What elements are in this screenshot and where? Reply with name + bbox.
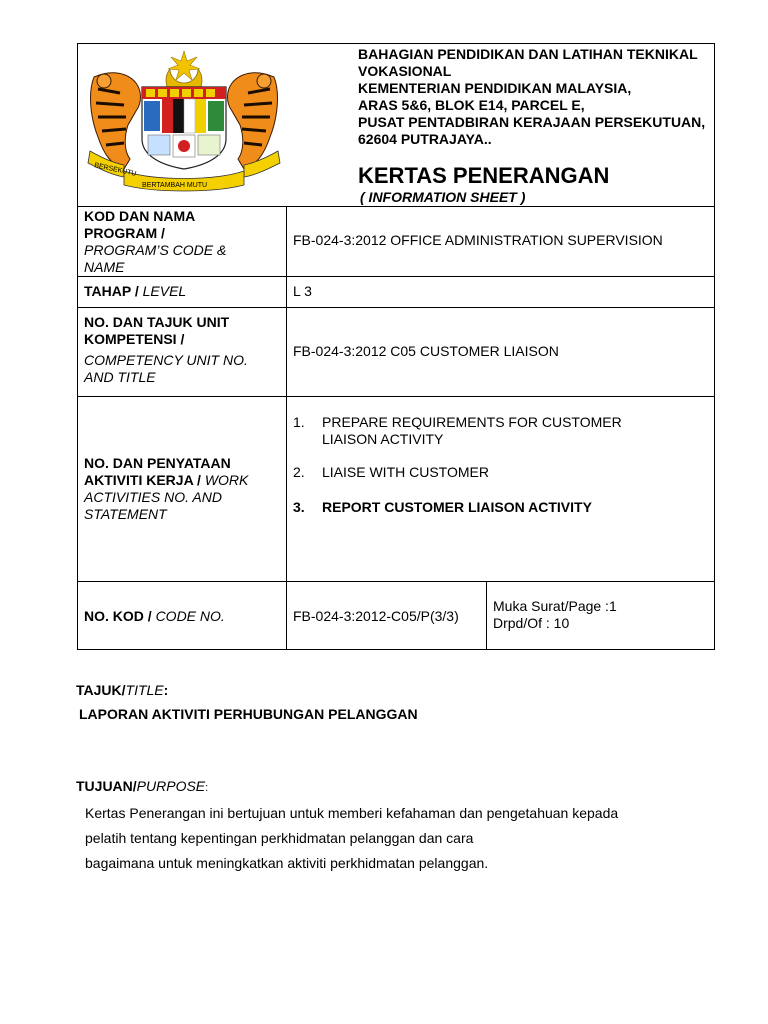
list-item bbox=[293, 464, 622, 481]
shield-icon bbox=[142, 87, 226, 169]
list-item-text: LIAISE WITH CUSTOMER bbox=[322, 464, 489, 480]
row-divider bbox=[77, 307, 715, 308]
document-title: KERTAS PENERANGAN bbox=[358, 163, 610, 188]
address-line: BAHAGIAN PENDIDIKAN DAN LATIHAN TEKNIKAL bbox=[358, 46, 698, 62]
unit-label-bold: KOMPETENSI / bbox=[84, 331, 185, 347]
program-label-italic: PROGRAM’S CODE & bbox=[84, 242, 227, 258]
list-item-number: 2. bbox=[293, 464, 305, 480]
list-item-text: REPORT CUSTOMER LIAISON ACTIVITY bbox=[322, 499, 592, 515]
level-label-italic: LEVEL bbox=[142, 283, 187, 299]
list-item bbox=[293, 499, 622, 516]
list-item bbox=[293, 414, 622, 448]
activities-list bbox=[293, 414, 622, 516]
address-line: PUSAT PENTADBIRAN KERAJAAN PERSEKUTUAN, bbox=[358, 114, 706, 130]
level-value: L 3 bbox=[293, 283, 312, 299]
title-label-bold: TAJUK/ bbox=[76, 682, 126, 698]
level-label-bold: TAHAP / bbox=[84, 283, 139, 299]
code-label-italic: CODE NO. bbox=[155, 608, 225, 624]
column-divider bbox=[286, 206, 287, 650]
row-divider bbox=[77, 206, 715, 207]
column-divider bbox=[486, 581, 487, 650]
unit-value: FB-024-3:2012 C05 CUSTOMER LIAISON bbox=[293, 343, 559, 359]
unit-label bbox=[84, 314, 248, 386]
title-heading bbox=[76, 682, 168, 699]
list-item-text: LIAISON ACTIVITY bbox=[322, 431, 444, 447]
document-subtitle: ( INFORMATION SHEET ) bbox=[360, 189, 526, 205]
address-line: KEMENTERIAN PENDIDIKAN MALAYSIA, bbox=[358, 80, 632, 96]
address-line: ARAS 5&6, BLOK E14, PARCEL E, bbox=[358, 97, 585, 113]
address-line: 62604 PUTRAJAYA.. bbox=[358, 131, 492, 147]
row-divider bbox=[77, 396, 715, 397]
code-value: FB-024-3:2012-C05/P(3/3) bbox=[293, 608, 459, 624]
page-number: Muka Surat/Page :1 bbox=[493, 598, 617, 614]
row-divider bbox=[77, 581, 715, 582]
purpose-line: pelatih tentang kepentingan perkhidmatan pelanggan dan cara bbox=[85, 830, 474, 846]
activities-label-bold: AKTIVITI KERJA / bbox=[84, 472, 201, 488]
logo-text-left: BERSEKUTU bbox=[93, 162, 137, 178]
page-total: Drpd/Of : 10 bbox=[493, 615, 570, 631]
purpose-paragraph bbox=[85, 801, 618, 876]
purpose-heading bbox=[76, 778, 208, 797]
unit-label-italic: AND TITLE bbox=[84, 369, 156, 385]
institution-address bbox=[358, 46, 705, 148]
program-value: FB-024-3:2012 OFFICE ADMINISTRATION SUPERVISION bbox=[293, 232, 663, 248]
code-label bbox=[84, 608, 225, 625]
purpose-label-italic: PURPOSE bbox=[136, 778, 206, 794]
coat-of-arms-logo bbox=[84, 47, 284, 197]
title-label-italic: TITLE bbox=[125, 682, 164, 698]
list-item-text: PREPARE REQUIREMENTS FOR CUSTOMER bbox=[322, 414, 622, 430]
unit-label-italic: COMPETENCY UNIT NO. bbox=[84, 352, 248, 368]
activities-label bbox=[84, 455, 248, 523]
list-item-number: 1. bbox=[293, 414, 305, 430]
logo-text-motto: BERTAMBAH MUTU bbox=[142, 182, 208, 189]
unit-label-bold: NO. DAN TAJUK UNIT bbox=[84, 314, 230, 330]
program-label-italic: NAME bbox=[84, 259, 125, 275]
program-label-bold: KOD DAN NAMA bbox=[84, 208, 196, 224]
title-colon: : bbox=[163, 682, 169, 698]
row-divider bbox=[77, 276, 715, 277]
program-label bbox=[84, 208, 226, 276]
program-label-bold: PROGRAM / bbox=[84, 225, 165, 241]
purpose-line: Kertas Penerangan ini bertujuan untuk memberi kefahaman dan pengetahuan kepada bbox=[85, 805, 619, 821]
left-tiger-icon bbox=[91, 73, 141, 169]
address-line: VOKASIONAL bbox=[358, 63, 452, 79]
code-label-bold: NO. KOD / bbox=[84, 608, 152, 624]
level-label bbox=[84, 283, 186, 300]
purpose-colon: : bbox=[205, 782, 209, 794]
activities-label-italic: STATEMENT bbox=[84, 506, 167, 522]
title-value: LAPORAN AKTIVITI PERHUBUNGAN PELANGGAN bbox=[79, 706, 418, 722]
activities-label-bold: NO. DAN PENYATAAN bbox=[84, 455, 231, 471]
purpose-line: bagaimana untuk meningkatkan aktiviti perkhidmatan pelanggan. bbox=[85, 855, 489, 871]
page-info bbox=[493, 598, 617, 632]
purpose-label-bold: TUJUAN/ bbox=[76, 778, 137, 794]
list-item-number: 3. bbox=[293, 499, 305, 515]
right-tiger-icon bbox=[228, 73, 278, 169]
activities-label-italic: ACTIVITIES NO. AND bbox=[84, 489, 222, 505]
activities-label-italic: WORK bbox=[204, 472, 249, 488]
